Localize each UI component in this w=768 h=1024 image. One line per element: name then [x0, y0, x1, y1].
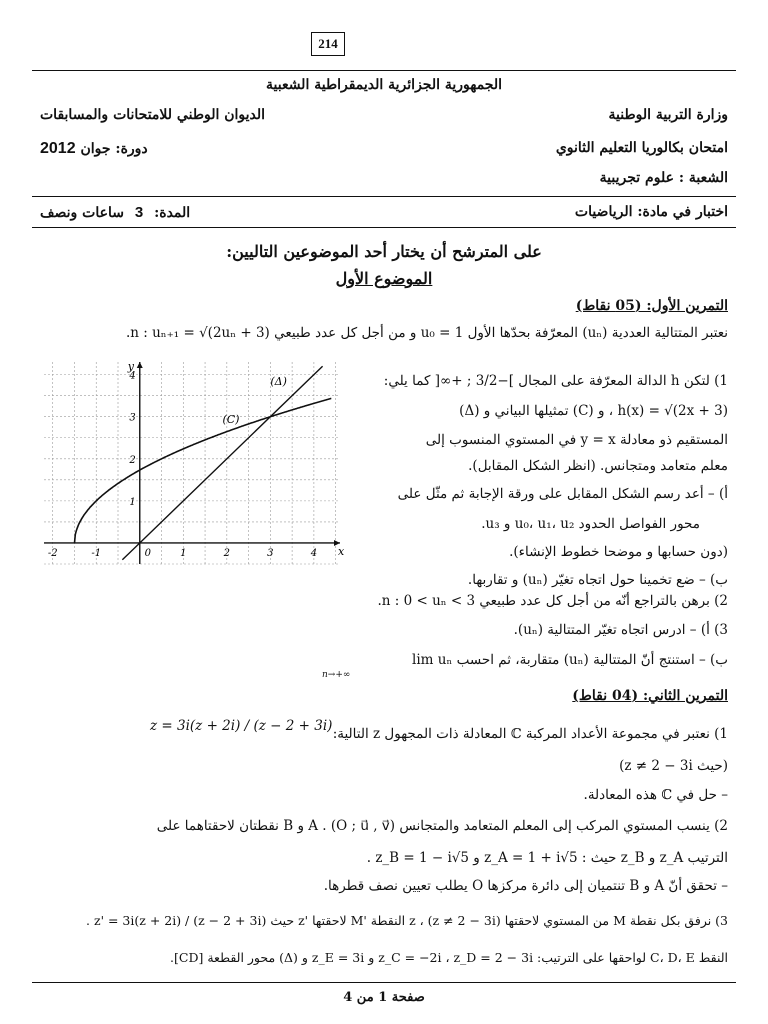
- duration-value: 3: [134, 204, 144, 221]
- y-tick-label: 4: [129, 370, 136, 382]
- exercise2-q1: 1) نعتبر في مجموعة الأعداد المركبة ℂ المعادلة ذات المجهول z التالية:: [332, 726, 728, 742]
- y-tick-label: 3: [129, 412, 136, 424]
- session-year: 2012: [40, 140, 76, 157]
- exercise2-q2-line2: الترتيب z_A و z_B حيث : z_A = 1 + i√5 و z_B = 1 − i√5 .: [366, 850, 728, 866]
- choose-instruction: على المترشح أن يختار أحد الموضوعين التاليين:: [226, 242, 542, 261]
- exercise2-equation: z = 3i(z + 2i) / (z − 2 + 3i): [150, 718, 333, 734]
- q1a-line2: محور الفواصل الحدود u₀، u₁، u₂ و u₃.: [481, 516, 700, 532]
- x-tick-label: 1: [180, 547, 187, 559]
- exercise2-title: التمرين الثاني: (04 نقاط): [572, 688, 728, 704]
- q1-line2: h(x) = √(2x + 3) ، و (C) تمثيلها البياني و (Δ): [459, 403, 728, 419]
- branch-label: الشعبة : علوم تجريبية: [599, 170, 728, 186]
- exam-label: امتحان بكالوريا التعليم الثانوي: [555, 140, 728, 156]
- exercise1-q2: 2) برهن بالتراجع أنّه من أجل كل عدد طبيعي n : 0 < uₙ < 3.: [377, 593, 728, 609]
- topic-title: الموضوع الأول: [335, 269, 433, 288]
- top-divider: [32, 70, 736, 71]
- x-tick-label: -2: [47, 547, 58, 559]
- q1-line4: معلم متعامد ومتجانس. (انظر الشكل المقابل).: [468, 458, 728, 474]
- line-delta-label: (Δ): [270, 375, 287, 389]
- page-number-box: 214: [311, 32, 345, 56]
- y-axis-arrow: [137, 362, 143, 368]
- exercise2-q3-line1: 3) نرفق بكل نقطة M من المستوي لاحقتها z ، (z ≠ 2 − 3i) النقطة 'M لاحقتها 'z حيث z' = 3i(z + 2i) / (z − 2 + 3i) .: [86, 913, 728, 928]
- q1-line3: المستقيم ذو معادلة y = x في المستوي المنسوب إلى: [425, 432, 728, 448]
- q1-line1: 1) لتكن h الدالة المعرّفة على المجال ]−3/2 ; +∞[ كما يلي:: [383, 373, 728, 389]
- limit-subscript: n→+∞: [322, 670, 351, 680]
- function-graph: [38, 354, 350, 582]
- q1a-line3: (دون حسابها و موضحا خطوط الإنشاء).: [509, 544, 728, 560]
- page-footer: صفحة 1 من 4: [343, 990, 425, 1005]
- session-label: دورة: جوان 2012: [40, 140, 148, 157]
- exercise2-q3-line2: النقط C، D، E لواحقها على الترتيب: z_C = −2i ، z_D = 2 − 3i و z_E = 3i و (Δ) محور القطعة [CD].: [170, 950, 728, 965]
- x-tick-label: 4: [310, 547, 318, 559]
- curve-C-label: (C): [222, 413, 240, 427]
- x-axis-label: x: [338, 544, 345, 558]
- exercise1-title: التمرين الأول: (05 نقاط): [575, 298, 728, 314]
- q1a-line1: أ) – أعد رسم الشكل المقابل على ورقة الإجابة ثم مثّل على: [397, 486, 728, 502]
- republic-title: الجمهورية الجزائرية الديمقراطية الشعبية: [265, 77, 502, 93]
- x-tick-label: 3: [267, 547, 274, 559]
- q1b-line: ب) – ضع تخمينا حول اتجاه تغيّر (uₙ) و تقاربها.: [467, 572, 728, 588]
- header-divider-1: [32, 196, 736, 197]
- exercise2-condition: (حيث z ≠ 2 − 3i): [619, 758, 728, 774]
- office-label: الديوان الوطني للامتحانات والمسابقات: [40, 107, 266, 123]
- exercise2-q2-line3: – تحقق أنّ A و B تنتميان إلى دائرة مركزها O يطلب تعيين نصف قطرها.: [323, 878, 728, 894]
- x-tick-label: 0: [144, 547, 151, 559]
- ministry-label: وزارة التربية الوطنية: [608, 107, 728, 123]
- x-tick-label: -1: [91, 547, 102, 559]
- y-tick-label: 2: [129, 454, 136, 466]
- exercise1-q1: [383, 366, 728, 594]
- footer-divider: [32, 982, 736, 983]
- exercise1-q3a: 3) أ) – ادرس اتجاه تغيّر المتتالية (uₙ).: [513, 622, 728, 638]
- exercise2-solve: – حل في ℂ هذه المعادلة.: [583, 787, 728, 803]
- header-divider-2: [32, 227, 736, 228]
- duration-label: المدة: 3 ساعات ونصف: [40, 204, 191, 221]
- subject-label: اختبار في مادة: الرياضيات: [574, 204, 728, 220]
- x-tick-label: 2: [223, 547, 231, 559]
- exercise2-q2-line1: 2) ينسب المستوي المركب إلى المعلم المتعامد والمتجانس (O ; u⃗ , v⃗) . A و B نقطتان لاحقتاهما على: [156, 818, 728, 834]
- exercise1-q3b: ب) – استنتج أنّ المتتالية (uₙ) متقاربة، ثم احسب lim uₙ: [412, 652, 728, 668]
- y-axis-label: y: [127, 360, 134, 373]
- curve-C: [75, 398, 332, 543]
- exercise1-intro: نعتبر المتتالية العددية (uₙ) المعرّفة بحدّها الأول u₀ = 1 و من أجل كل عدد طبيعي n : uₙ₊₁ = √(2uₙ + 3).: [125, 325, 728, 341]
- y-tick-label: 1: [129, 496, 136, 508]
